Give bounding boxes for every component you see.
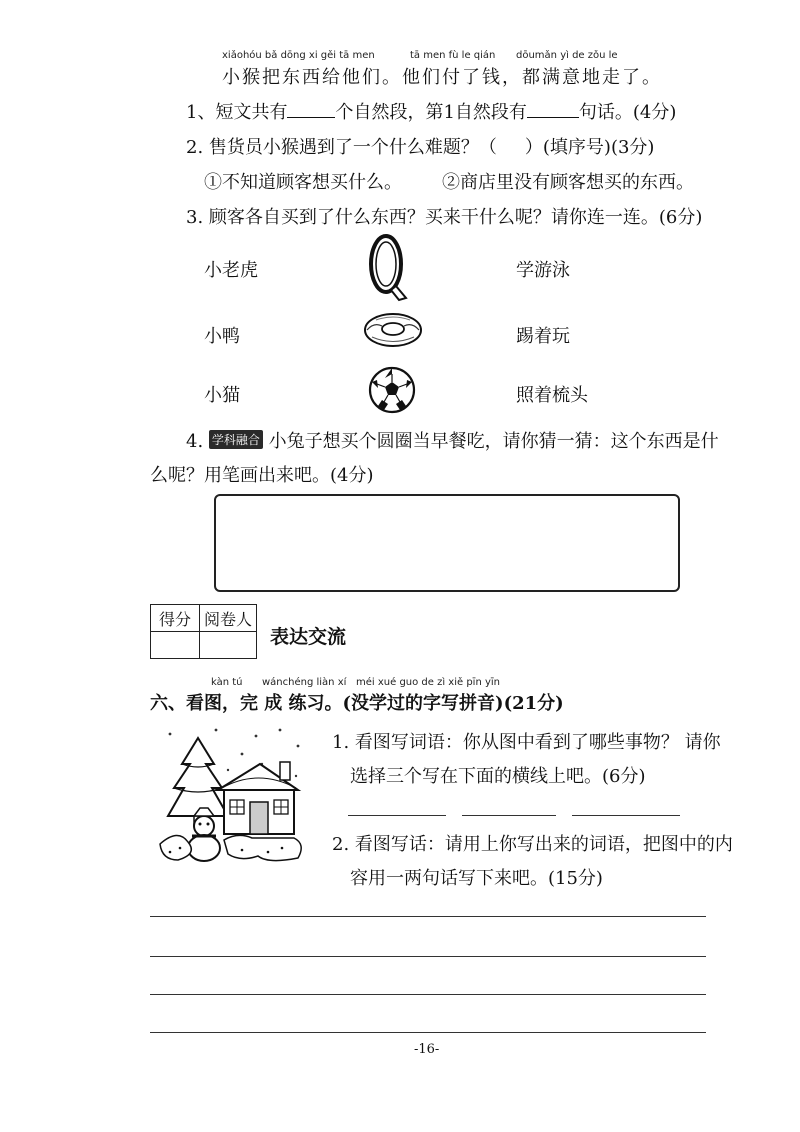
score-cell[interactable] xyxy=(151,632,200,659)
subject-integration-tag: 学科融合 xyxy=(209,430,263,449)
writing-line-4[interactable] xyxy=(150,1032,706,1033)
right-item-swim[interactable]: 学游泳 xyxy=(516,260,570,281)
left-item-duck[interactable]: 小鸭 xyxy=(204,326,240,347)
section-6-q2-line-1: 2. 看图写话：请用上你写出来的词语，把图中的内 xyxy=(332,834,733,855)
answer-blank-paragraphs[interactable] xyxy=(287,103,335,118)
drawing-answer-box[interactable] xyxy=(214,494,680,592)
score-header: 得分 xyxy=(151,605,200,632)
score-table xyxy=(150,604,257,659)
question-2-prompt: 2. 售货员小猴遇到了一个什么难题？（ xyxy=(186,137,497,158)
section-title: 表达交流 xyxy=(270,626,347,648)
question-2-prompt-end: ）(填序号)(3分) xyxy=(524,137,655,158)
question-2 xyxy=(186,133,654,159)
writing-line-3[interactable] xyxy=(150,994,706,995)
pinyin-line-1: xiǎohóu bǎ dōng xi gěi tā men xyxy=(222,50,375,61)
question-1 xyxy=(186,98,676,124)
question-4-number: 4. xyxy=(186,431,204,452)
soccer-ball-icon[interactable] xyxy=(368,366,416,414)
word-blank-1[interactable] xyxy=(348,815,446,816)
section-6-title: 六、看图，完 成 练习。(没学过的字写拼音)(21分) xyxy=(150,693,564,714)
section-6-pinyin-1: kàn tú xyxy=(211,677,243,688)
left-item-cat[interactable]: 小猫 xyxy=(204,385,240,406)
question-4-line-1 xyxy=(186,427,719,453)
question-1-text-a: 1、短文共有 xyxy=(186,102,288,123)
question-3-prompt: 3. 顾客各自买到了什么东西？买来干什么呢？请你连一连。(6分) xyxy=(186,207,703,228)
grader-header: 阅卷人 xyxy=(200,605,257,632)
question-1-text-b: 个自然段，第1自然段有 xyxy=(335,102,527,123)
grader-cell[interactable] xyxy=(200,632,257,659)
word-blank-2[interactable] xyxy=(462,815,556,816)
question-4-line-2: 么呢？用笔画出来吧。(4分) xyxy=(150,465,374,486)
answer-blank-sentences[interactable] xyxy=(527,103,579,118)
writing-line-2[interactable] xyxy=(150,956,706,957)
winter-house-snowman-picture xyxy=(158,724,308,864)
right-item-kick[interactable]: 踢着玩 xyxy=(516,326,570,347)
mirror-icon[interactable] xyxy=(366,232,414,304)
section-6-q1-line-2: 选择三个写在下面的横线上吧。(6分) xyxy=(350,766,646,787)
pinyin-line-2: tā men fù le qián xyxy=(410,50,496,61)
section-6-q1-line-1: 1. 看图写词语：你从图中看到了哪些事物？ 请你 xyxy=(332,732,721,753)
section-6-pinyin-2: wánchéng liàn xí xyxy=(262,677,347,688)
section-6-q2-line-2: 容用一两句话写下来吧。(15分) xyxy=(350,868,603,889)
pinyin-line-3: dōumǎn yì de zǒu le xyxy=(516,50,618,61)
section-6-pinyin-3: méi xué guo de zì xiě pīn yīn xyxy=(356,677,501,688)
question-2-option-2: ②商店里没有顾客想买的东西。 xyxy=(442,172,694,193)
page-number: -16- xyxy=(414,1042,440,1057)
question-1-text-c: 句话。(4分) xyxy=(578,102,677,123)
question-2-option-1: ①不知道顾客想买什么。 xyxy=(204,172,402,193)
right-item-comb[interactable]: 照着梳头 xyxy=(516,385,588,406)
question-4-text: 小兔子想买个圆圈当早餐吃，请你猜一猜：这个东西是什 xyxy=(268,431,719,452)
intro-sentence: 小猴把东西给他们。他们付了钱，都满意地走了。 xyxy=(222,67,662,88)
swim-ring-icon[interactable] xyxy=(362,310,424,350)
left-item-tiger[interactable]: 小老虎 xyxy=(204,260,258,281)
writing-line-1[interactable] xyxy=(150,916,706,917)
word-blank-3[interactable] xyxy=(572,815,680,816)
